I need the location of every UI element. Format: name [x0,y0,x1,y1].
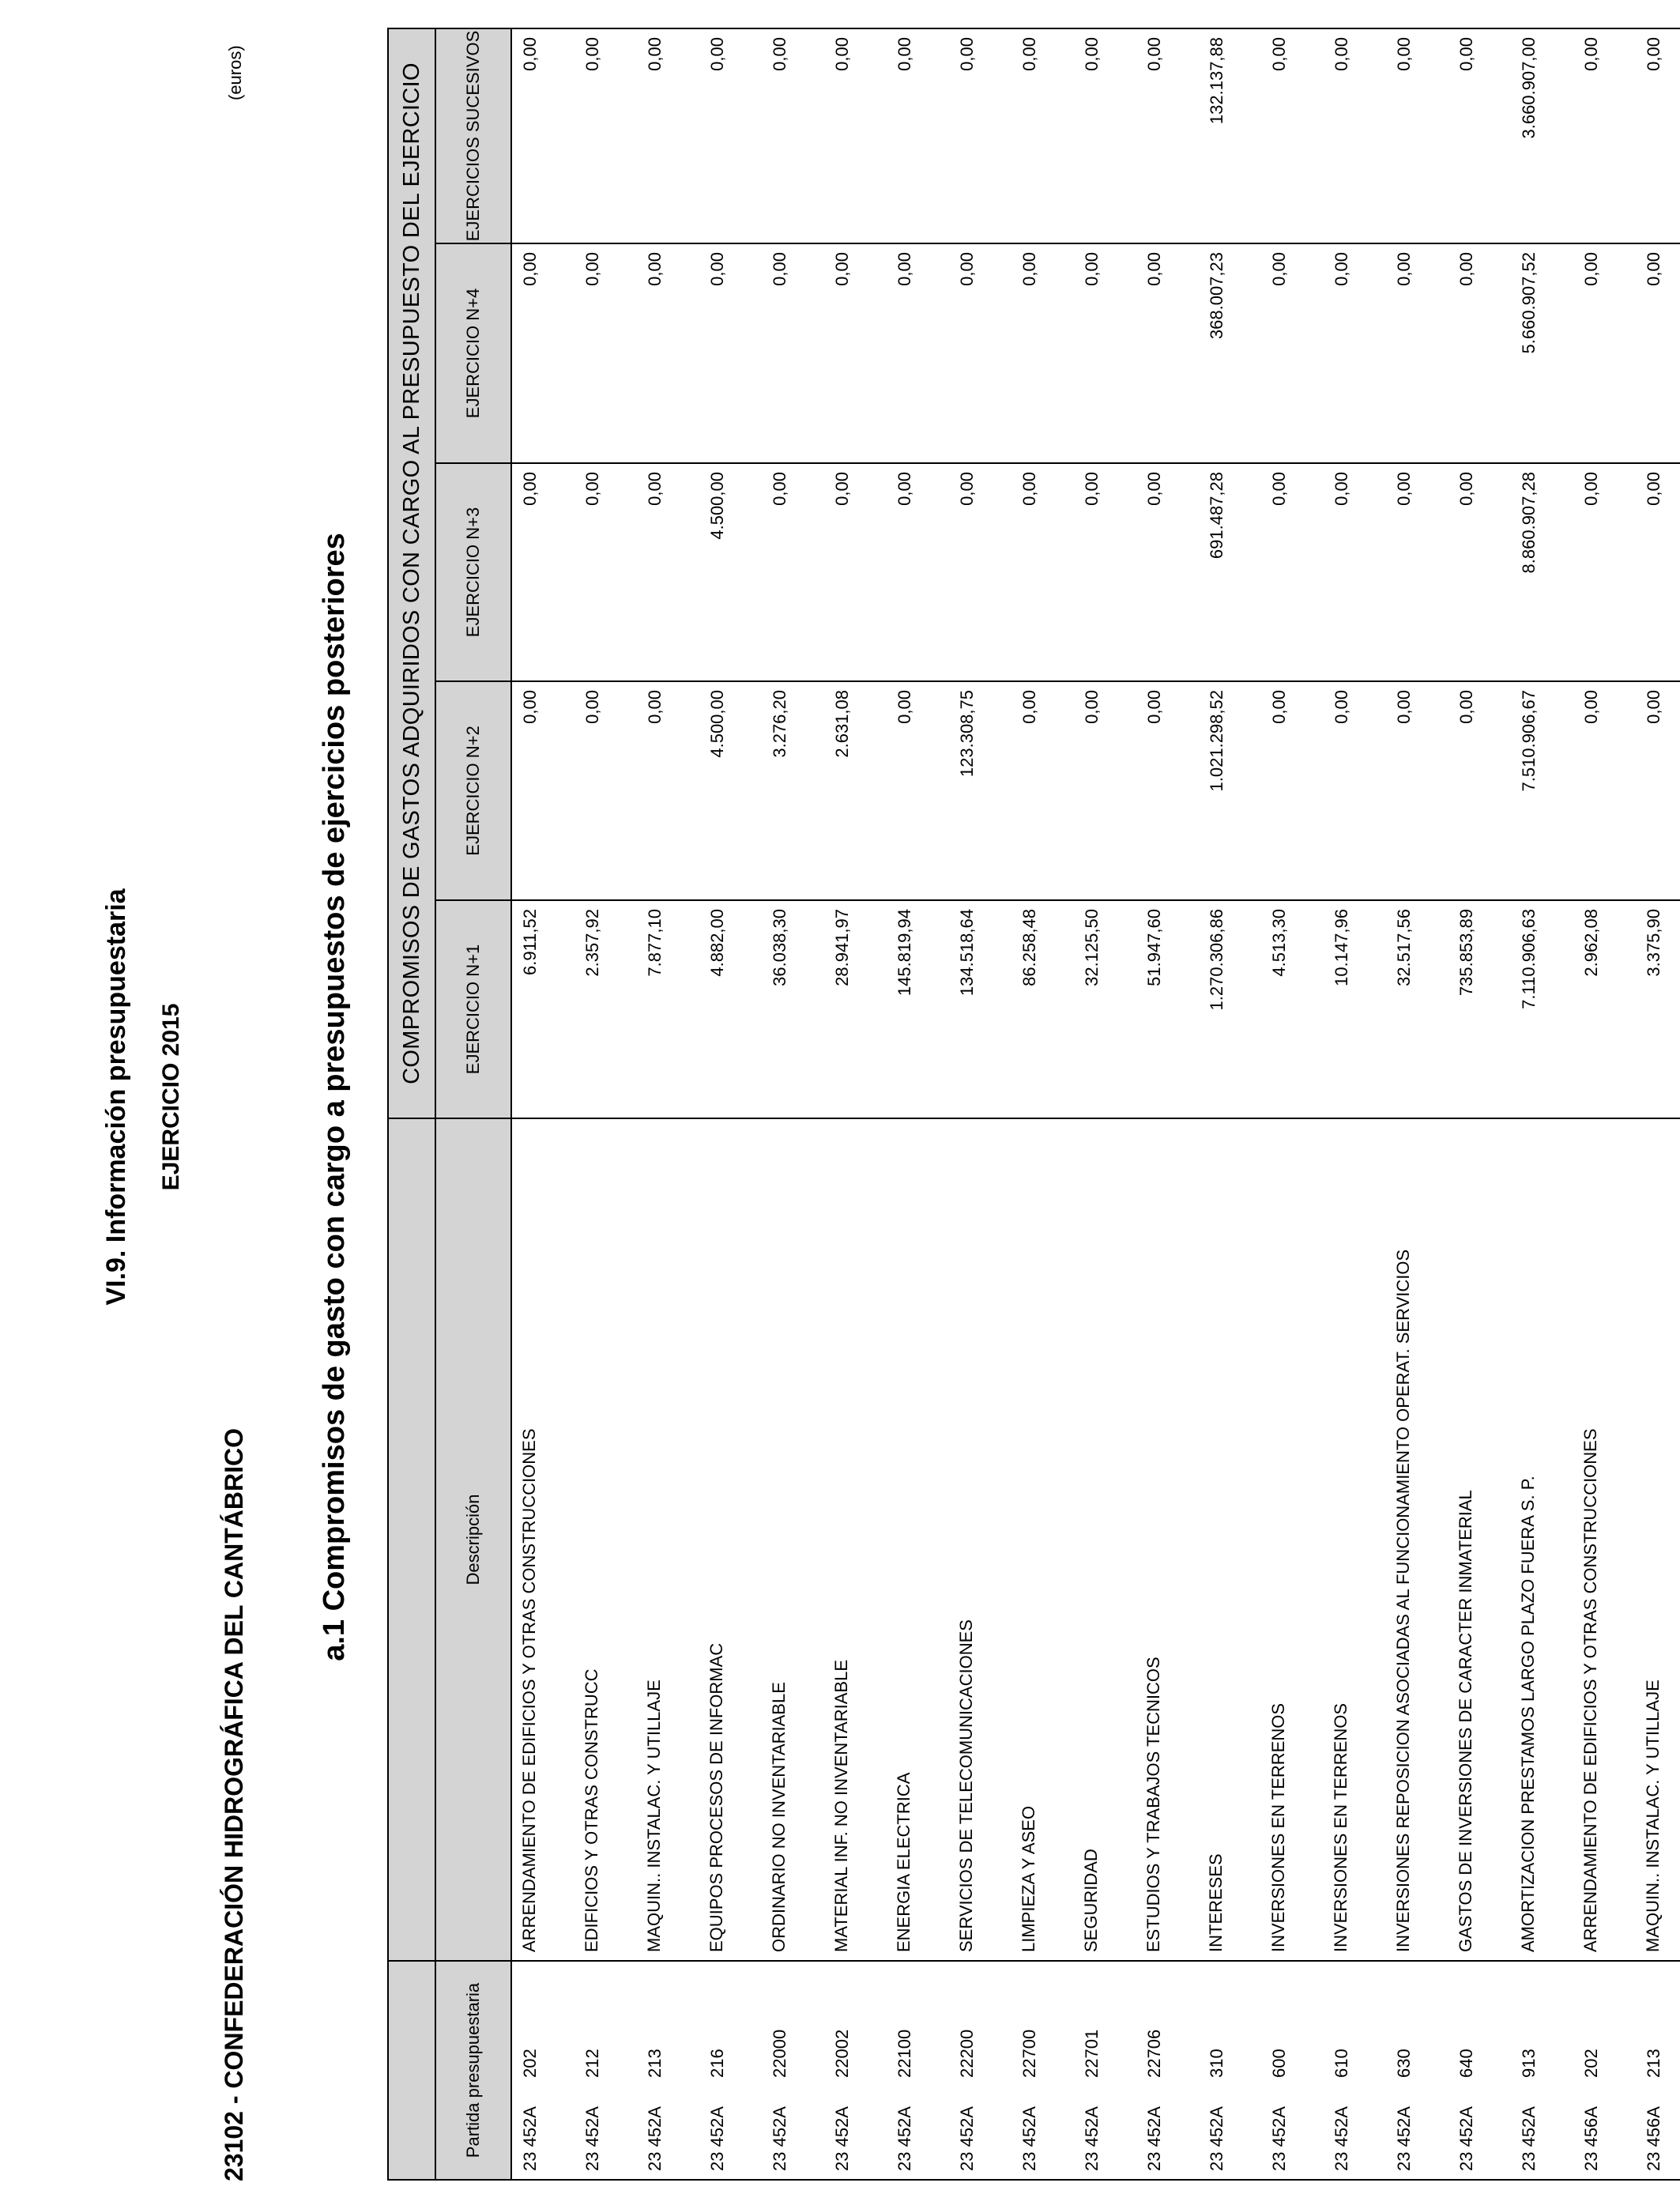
amount-n2-cell: 0,00 [574,681,637,900]
partida-group: 23 452A [582,2106,602,2171]
amount-n2-cell: 0,00 [887,681,949,900]
table-row [1136,28,1199,2180]
partida-code: 600 [1269,2049,1289,2078]
table-row [1448,28,1511,2180]
amount-n1-cell: 3.375,90 [1636,900,1680,1118]
description-cell: MATERIAL INF. NO INVENTARIABLE [824,1118,887,1961]
amount-n3-cell: 0,00 [949,463,1011,681]
amount-n2-cell: 0,00 [1573,681,1636,900]
amount-n2-cell: 1.021.298,52 [1199,681,1261,900]
partida-group: 23 452A [1019,2106,1039,2171]
amount-sucesivos-cell: 0,00 [699,28,762,243]
partida-code: 913 [1519,2049,1539,2078]
amount-n2-cell: 0,00 [1448,681,1511,900]
blank-header-cell [388,1118,435,1961]
table-row [1074,28,1136,2180]
amount-sucesivos-cell: 0,00 [1386,28,1448,243]
amount-sucesivos-cell: 0,00 [1011,28,1074,243]
partida-group: 23 452A [770,2106,789,2171]
amount-n1-cell: 7.110.906,63 [1511,900,1573,1118]
partida-cell [637,1961,699,2180]
partida-group: 23 452A [520,2106,540,2171]
amount-n1-cell: 32.125,50 [1074,900,1136,1118]
amount-n3-cell: 0,00 [1261,463,1324,681]
table-row [762,28,824,2180]
partida-group: 23 456A [1644,2106,1663,2171]
amount-n4-cell: 0,00 [1074,243,1136,463]
amount-n4-cell: 0,00 [1011,243,1074,463]
partida-code: 610 [1332,2049,1351,2078]
amount-n1-cell: 2.962,08 [1573,900,1636,1118]
partida-cell [949,1961,1011,2180]
table-row [887,28,949,2180]
partida-code: 22706 [1144,2029,1164,2078]
amount-n3-cell: 0,00 [637,463,699,681]
description-cell: INVERSIONES EN TERRENOS [1324,1118,1386,1961]
description-cell: INTERESES [1199,1118,1261,1961]
partida-cell [1636,1961,1680,2180]
table-row [1324,28,1386,2180]
amount-n3-cell: 0,00 [887,463,949,681]
description-cell: AMORTIZACION PRESTAMOS LARGO PLAZO FUERA S. P. [1511,1118,1573,1961]
partida-code: 22100 [895,2029,914,2078]
amount-n4-cell: 0,00 [762,243,824,463]
amount-n3-cell: 0,00 [1448,463,1511,681]
amount-sucesivos-cell: 0,00 [949,28,1011,243]
partida-code: 202 [1581,2049,1601,2078]
col-header-n3: EJERCICIO N+3 [435,463,511,681]
amount-n4-cell: 368.007,23 [1199,243,1261,463]
amount-n1-cell: 4.513,30 [1261,900,1324,1118]
partida-group: 23 452A [645,2106,665,2171]
description-cell: SERVICIOS DE TELECOMUNICACIONES [949,1118,1011,1961]
amount-n2-cell: 0,00 [1011,681,1074,900]
amount-n4-cell: 0,00 [1573,243,1636,463]
amount-n1-cell: 1.270.306,86 [1199,900,1261,1118]
description-cell: INVERSIONES EN TERRENOS [1261,1118,1324,1961]
table-row [1386,28,1448,2180]
description-cell: EDIFICIOS Y OTRAS CONSTRUCC [574,1118,637,1961]
amount-n2-cell: 123.308,75 [949,681,1011,900]
amount-n3-cell: 691.487,28 [1199,463,1261,681]
amount-n4-cell: 0,00 [1261,243,1324,463]
amount-sucesivos-cell: 0,00 [1261,28,1324,243]
amount-n2-cell: 0,00 [637,681,699,900]
partida-cell [1386,1961,1448,2180]
amount-n3-cell: 0,00 [511,463,574,681]
description-cell: MAQUIN.. INSTALAC. Y UTILLAJE [1636,1118,1680,1961]
amount-n3-cell: 0,00 [1136,463,1199,681]
amount-n1-cell: 6.911,52 [511,900,574,1118]
amount-n2-cell: 0,00 [1261,681,1324,900]
col-header-sucesivos: EJERCICIOS SUCESIVOS [435,28,511,243]
amount-n3-cell: 0,00 [574,463,637,681]
amount-n2-cell: 0,00 [1074,681,1136,900]
partida-code: 216 [707,2049,727,2078]
amount-sucesivos-cell: 0,00 [1573,28,1636,243]
partida-group: 23 452A [1269,2106,1289,2171]
table-row [637,28,699,2180]
description-cell: LIMPIEZA Y ASEO [1011,1118,1074,1961]
amount-n3-cell: 4.500,00 [699,463,762,681]
amount-n2-cell: 0,00 [1136,681,1199,900]
description-cell: ENERGIA ELECTRICA [887,1118,949,1961]
amount-n4-cell: 0,00 [637,243,699,463]
amount-sucesivos-cell: 0,00 [1136,28,1199,243]
amount-sucesivos-cell: 0,00 [574,28,637,243]
partida-group: 23 452A [957,2106,977,2171]
amount-sucesivos-cell: 0,00 [762,28,824,243]
amount-n1-cell: 51.947,60 [1136,900,1199,1118]
partida-cell [1324,1961,1386,2180]
amount-n2-cell: 0,00 [1324,681,1386,900]
partida-group: 23 452A [1456,2106,1476,2171]
table-row [574,28,637,2180]
table-row [699,28,762,2180]
partida-cell [1573,1961,1636,2180]
amount-n4-cell: 5.660.907,52 [1511,243,1573,463]
group-header: COMPROMISOS DE GASTOS ADQUIRIDOS CON CARGO AL PRESUPUESTO DEL EJERCICIO [388,28,435,1118]
amount-n4-cell: 0,00 [574,243,637,463]
amount-n3-cell: 0,00 [824,463,887,681]
amount-n4-cell: 0,00 [1448,243,1511,463]
partida-code: 212 [582,2049,602,2078]
table-row [824,28,887,2180]
amount-sucesivos-cell: 0,00 [637,28,699,243]
amount-n3-cell: 0,00 [1324,463,1386,681]
partida-cell [824,1961,887,2180]
amount-n1-cell: 145.819,94 [887,900,949,1118]
partida-code: 202 [520,2049,540,2078]
partida-group: 23 456A [1581,2106,1601,2171]
amount-n1-cell: 134.518,64 [949,900,1011,1118]
partida-group: 23 452A [1332,2106,1351,2171]
amount-n1-cell: 28.941,97 [824,900,887,1118]
amount-n2-cell: 3.276,20 [762,681,824,900]
amount-n2-cell: 0,00 [511,681,574,900]
partida-code: 22002 [832,2029,852,2078]
amount-sucesivos-cell: 132.137,88 [1199,28,1261,243]
partida-code: 310 [1207,2049,1226,2078]
partida-cell [1011,1961,1074,2180]
partida-group: 23 452A [1207,2106,1226,2171]
amount-n4-cell: 0,00 [949,243,1011,463]
partida-cell [1074,1961,1136,2180]
description-cell: SEGURIDAD [1074,1118,1136,1961]
entity-title: 23102 - CONFEDERACIÓN HIDROGRÁFICA DEL CANTÁBRICO [220,1428,248,2181]
table-row [1511,28,1573,2180]
amount-n1-cell: 10.147,96 [1324,900,1386,1118]
description-cell: ORDINARIO NO INVENTARIABLE [762,1118,824,1961]
amount-sucesivos-cell: 0,00 [1448,28,1511,243]
partida-code: 630 [1394,2049,1414,2078]
amount-n3-cell: 0,00 [762,463,824,681]
partida-code: 640 [1456,2049,1476,2078]
table-row [1011,28,1074,2180]
partida-group: 23 452A [707,2106,727,2171]
amount-n4-cell: 0,00 [887,243,949,463]
description-cell: GASTOS DE INVERSIONES DE CARACTER INMATERIAL [1448,1118,1511,1961]
group-header-row [388,28,435,2180]
table-row [511,28,574,2180]
amount-n1-cell: 4.882,00 [699,900,762,1118]
year-title: EJERCICIO 2015 [158,1003,184,1191]
page-title: VI.9. Información presupuestaria [101,888,131,1306]
amount-n3-cell: 0,00 [1636,463,1680,681]
amount-n4-cell: 0,00 [1324,243,1386,463]
table-row [1199,28,1261,2180]
amount-n4-cell: 0,00 [699,243,762,463]
partida-code: 213 [1644,2049,1663,2078]
partida-code: 22200 [957,2029,977,2078]
amount-n1-cell: 7.877,10 [637,900,699,1118]
amount-sucesivos-cell: 0,00 [824,28,887,243]
amount-n1-cell: 2.357,92 [574,900,637,1118]
amount-n4-cell: 0,00 [1636,243,1680,463]
amount-n1-cell: 32.517,56 [1386,900,1448,1118]
col-header-n1: EJERCICIO N+1 [435,900,511,1118]
amount-sucesivos-cell: 0,00 [1636,28,1680,243]
amount-n1-cell: 735.853,89 [1448,900,1511,1118]
partida-cell [1448,1961,1511,2180]
amount-sucesivos-cell: 0,00 [887,28,949,243]
partida-code: 22701 [1082,2029,1102,2078]
amount-n2-cell: 0,00 [1636,681,1680,900]
amount-n4-cell: 0,00 [824,243,887,463]
table-row [1573,28,1636,2180]
table-row [1261,28,1324,2180]
table-row [949,28,1011,2180]
partida-group: 23 452A [1082,2106,1102,2171]
commitments-table [387,28,1680,2181]
amount-n4-cell: 0,00 [1386,243,1448,463]
description-cell: ARRENDAMIENTO DE EDIFICIOS Y OTRAS CONSTRUCCIONES [511,1118,574,1961]
description-cell: MAQUIN.. INSTALAC. Y UTILLAJE [637,1118,699,1961]
amount-n3-cell: 0,00 [1386,463,1448,681]
col-header-n2: EJERCICIO N+2 [435,681,511,900]
col-header-descripcion: Descripción [435,1118,511,1961]
partida-group: 23 452A [895,2106,914,2171]
column-header-row [435,28,511,2180]
partida-cell [1136,1961,1199,2180]
partida-code: 213 [645,2049,665,2078]
amount-n4-cell: 0,00 [1136,243,1199,463]
section-title: a.1 Compromisos de gasto con cargo a presupuestos de ejercicios posteriores [318,533,351,1661]
partida-group: 23 452A [1144,2106,1164,2171]
partida-group: 23 452A [832,2106,852,2171]
amount-n3-cell: 8.860.907,28 [1511,463,1573,681]
description-cell: ARRENDAMIENTO DE EDIFICIOS Y OTRAS CONSTRUCCIONES [1573,1118,1636,1961]
amount-n2-cell: 2.631,08 [824,681,887,900]
col-header-n4: EJERCICIO N+4 [435,243,511,463]
units-label: (euros) [225,45,245,100]
amount-n1-cell: 86.258,48 [1011,900,1074,1118]
amount-sucesivos-cell: 0,00 [511,28,574,243]
amount-n1-cell: 36.038,30 [762,900,824,1118]
table-row [1636,28,1680,2180]
partida-code: 22700 [1019,2029,1039,2078]
partida-cell [511,1961,574,2180]
partida-cell [1261,1961,1324,2180]
blank-header-cell [388,1961,435,2180]
amount-sucesivos-cell: 3.660.907,00 [1511,28,1573,243]
partida-cell [699,1961,762,2180]
amount-n4-cell: 0,00 [511,243,574,463]
description-cell: EQUIPOS PROCESOS DE INFORMAC [699,1118,762,1961]
partida-group: 23 452A [1519,2106,1539,2171]
amount-n3-cell: 0,00 [1573,463,1636,681]
description-cell: INVERSIONES REPOSICION ASOCIADAS AL FUNCIONAMIENTO OPERAT. SERVICIOS [1386,1118,1448,1961]
partida-cell [762,1961,824,2180]
partida-cell [887,1961,949,2180]
partida-cell [1199,1961,1261,2180]
description-cell: ESTUDIOS Y TRABAJOS TECNICOS [1136,1118,1199,1961]
amount-sucesivos-cell: 0,00 [1074,28,1136,243]
amount-n3-cell: 0,00 [1011,463,1074,681]
amount-n2-cell: 4.500,00 [699,681,762,900]
amount-n2-cell: 7.510.906,67 [1511,681,1573,900]
partida-group: 23 452A [1394,2106,1414,2171]
partida-cell [574,1961,637,2180]
amount-sucesivos-cell: 0,00 [1324,28,1386,243]
col-header-partida: Partida presupuestaria [435,1961,511,2180]
amount-n3-cell: 0,00 [1074,463,1136,681]
partida-code: 22000 [770,2029,789,2078]
amount-n2-cell: 0,00 [1386,681,1448,900]
partida-cell [1511,1961,1573,2180]
